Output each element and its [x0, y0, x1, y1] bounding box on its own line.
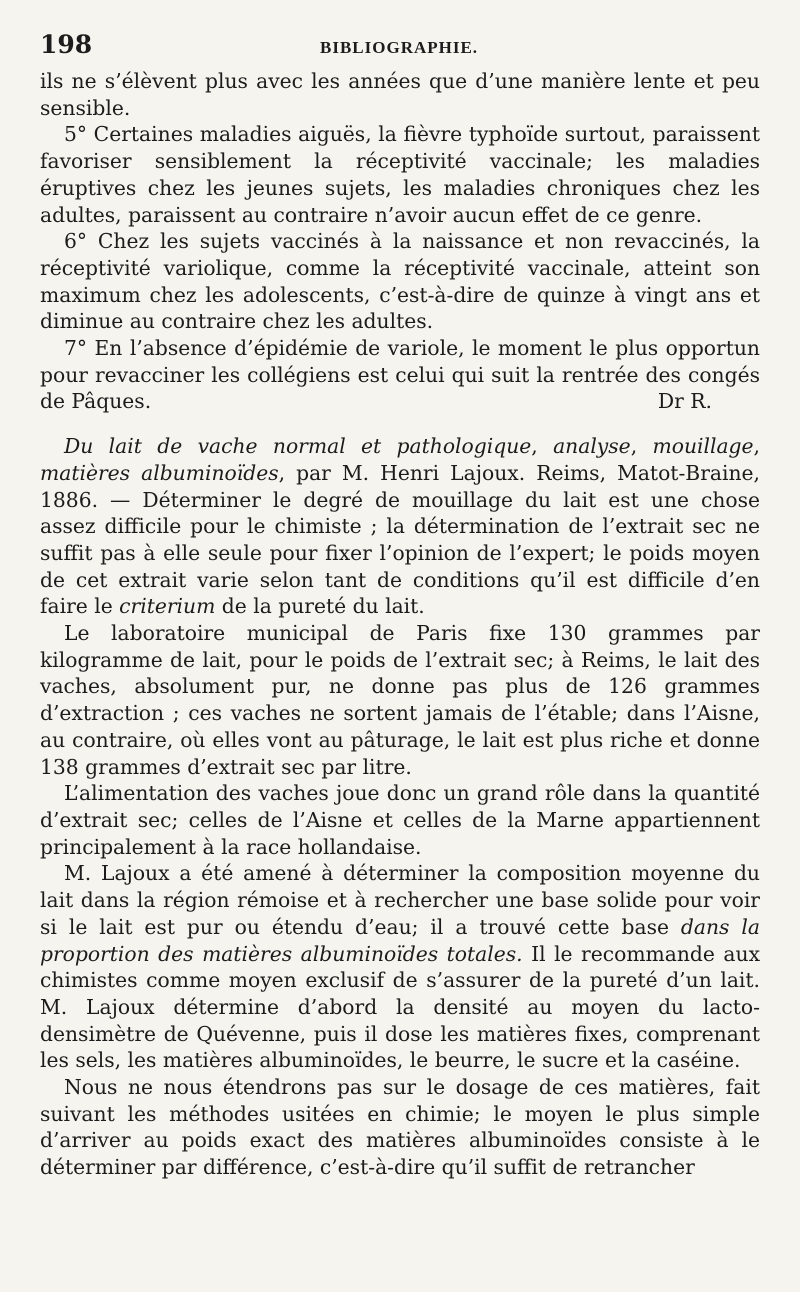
paragraph-point-6: 6° Chez les sujets vaccinés à la naissance et non revaccinés, la réceptivité variolique, comme la réceptivité vaccinale, atteint son maximum chez les adolescents, c’est-à-dire de quinze à vingt ans et diminue au contraire chez les adultes.	[40, 229, 760, 334]
paragraph-continuation: ils ne s’élèvent plus avec les années que d’une manière lente et peu sensible.	[40, 69, 760, 120]
review-text-end: de la pureté du lait.	[215, 594, 425, 619]
point-7-text: 7° En l’absence d’épidémie de variole, le moment le plus opportun pour revacciner les collégiens est celui qui suit la rentrée des congés de Pâques.	[40, 336, 760, 414]
paragraph-laboratoire: Le laboratoire municipal de Paris fixe 130 grammes par kilogramme de lait, pour le poids de l’extrait sec; à Reims, le lait des vaches, absolument pur, ne donne pas plus de 126 grammes d’extraction ; ces vaches ne sortent jamais de l’étable; dans l’Aisne, au contraire, où elles vont au pâturage, le lait est plus riche et donne 138 grammes d’extrait sec par litre.	[40, 621, 760, 779]
paragraph-lajoux	[40, 860, 760, 1074]
page-body	[40, 68, 760, 1181]
review-title: Du lait de vache normal et pathologique	[64, 434, 532, 459]
review-title-analyse: analyse	[553, 434, 631, 459]
section-gap	[40, 415, 760, 433]
review-text: , par M. Henri Lajoux. Reims, Matot-Braine, 1886. — Déterminer le degré de mouillage du lait est une chose assez difficile pour le chimiste ; la détermination de l’extrait sec ne suffit pas à elle seule pour fixer l’opinion de l’expert; le poids moyen de cet extrait varie selon tant de conditions qu’il est difficile d’en faire le	[40, 460, 760, 619]
paragraph-alimentation: L’alimentation des vaches joue donc un grand rôle dans la quantité d’extrait sec; celles de l’Aisne et celles de la Marne appartiennent principalement à la race hollandaise.	[40, 781, 760, 859]
page-header	[40, 30, 760, 68]
paragraph-point-5: 5° Certaines maladies aiguës, la fièvre typhoïde surtout, paraissent favoriser sensiblement la réceptivité vaccinale; les maladies éruptives chez les jeunes sujets, les maladies chroniques chez les adultes, paraissent au contraire n’avoir aucun effet de ce genre.	[40, 122, 760, 227]
page-number: 198	[40, 30, 93, 59]
review-title-mouillage: mouillage	[652, 434, 754, 459]
paragraph-dosage: Nous ne nous étendrons pas sur le dosage de ces matières, fait suivant les méthodes usitées en chimie; le moyen le plus simple d’arriver au poids exact des matières albuminoïdes consiste à le déterminer par différence, c’est-à-dire qu’il suffit de retrancher	[40, 1075, 760, 1180]
lajoux-emphasis: dans la proportion des matières albuminoïdes totales.	[40, 914, 760, 966]
author-signature: Dr R.	[657, 389, 712, 414]
paragraph-point-7	[40, 335, 760, 415]
review-title-albuminoides: matières albuminoïdes	[40, 460, 279, 485]
review-paragraph: Du lait de vache normal et pathologique, analyse, mouillage, matières albuminoïdes, par M. Henri Lajoux. Reims, Matot-Braine, 1886. — Déterminer le degré de mouillage du lait est une chose assez difficile pour le chimiste ; la détermination de l’extrait sec ne suffit pas à elle seule pour fixer l’opinion de l’expert; le poids moyen de cet extrait varie selon tant de conditions qu’il est difficile d’en faire le criterium de la pureté du lait.	[40, 434, 760, 619]
lajoux-text-a: M. Lajoux a été amené à déterminer la composition moyenne du lait dans la région rémoise et à rechercher une base solide pour voir si le lait est pur ou étendu d’eau; il a trouvé cette base	[40, 861, 760, 939]
criterium-term: criterium	[119, 594, 216, 619]
running-title: BIBLIOGRAPHIE.	[320, 38, 479, 57]
lajoux-text-b: Il le recommande aux chimistes comme moyen exclusif de s’assurer de la pureté d’un lait. M. Lajoux détermine d’abord la densité au moyen du lacto-densimètre de Quévenne, puis il dose les matières fixes, comprenant les sels, les matières albuminoïdes, le beurre, le sucre et la caséine.	[40, 941, 761, 1073]
